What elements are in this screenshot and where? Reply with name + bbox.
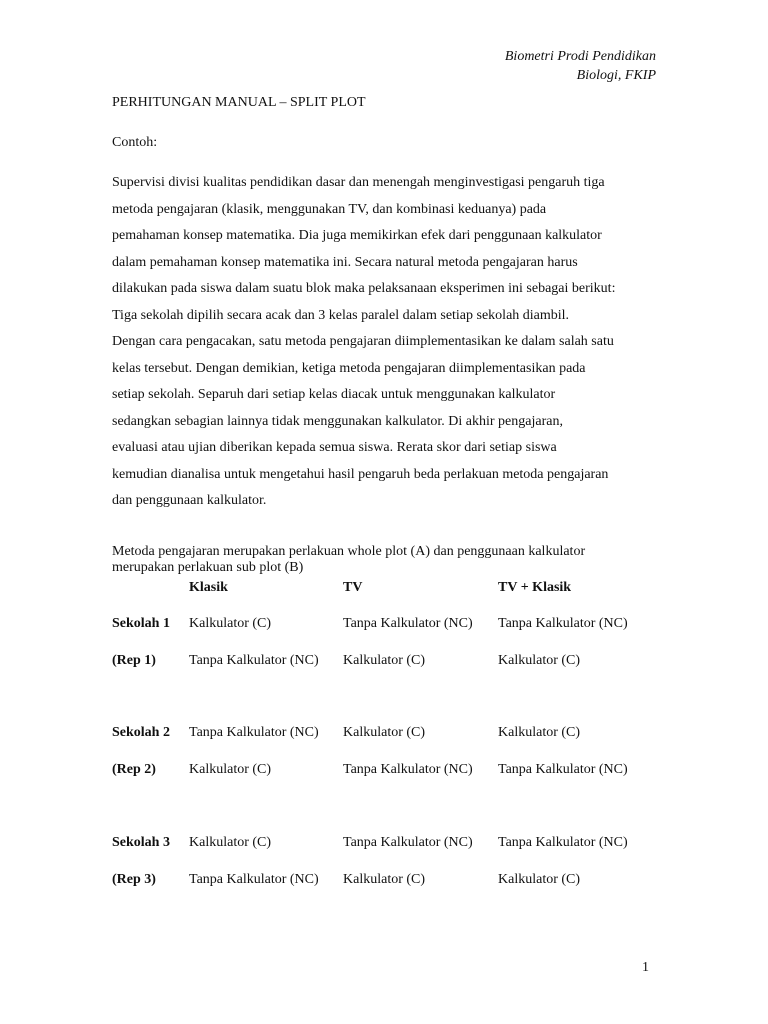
table-row-label: (Rep 1): [112, 653, 156, 668]
table-header-tv: TV: [343, 580, 363, 595]
paragraph-line: Supervisi divisi kualitas pendidikan dasar dan menengah menginvestigasi pengaruh tiga: [112, 175, 605, 190]
table-cell: Kalkulator (C): [343, 725, 426, 740]
table-header-tv-klasik: TV + Klasik: [498, 580, 572, 595]
table-cell: Kalkulator (C): [498, 725, 581, 740]
table-cell: Kalkulator (C): [189, 835, 272, 850]
table-row-label: Sekolah 2: [112, 725, 170, 740]
header-line-2: Biologi, FKIP: [576, 68, 656, 83]
page-number: 1: [642, 960, 649, 975]
paragraph-line: Dengan cara pengacakan, satu metoda pengajaran diimplementasikan ke dalam salah satu: [112, 334, 614, 349]
table-cell: Kalkulator (C): [343, 872, 426, 887]
paragraph-line: Tiga sekolah dipilih secara acak dan 3 kelas paralel dalam setiap sekolah diambil.: [112, 307, 570, 323]
paragraph-line: pemahaman konsep matematika. Dia juga memikirkan efek dari penggunaan kalkulator: [112, 228, 602, 243]
table-row-label: Sekolah 1: [112, 616, 170, 631]
running-header: [505, 47, 656, 85]
table-cell: Kalkulator (C): [189, 762, 272, 777]
table-cell: Kalkulator (C): [189, 616, 272, 631]
paragraph-line: kelas tersebut. Dengan demikian, ketiga metoda pengajaran diimplementasikan pada: [112, 360, 586, 376]
table-cell: Kalkulator (C): [498, 653, 581, 668]
table-header-klasik: Klasik: [189, 580, 228, 595]
table-row-label: Sekolah 3: [112, 835, 170, 850]
table-cell: Tanpa Kalkulator (NC): [343, 762, 473, 777]
header-line-1: Biometri Prodi Pendidikan: [504, 49, 656, 64]
table-cell: Tanpa Kalkulator (NC): [189, 653, 319, 668]
design-note: [112, 544, 658, 576]
paragraph-line: kemudian dianalisa untuk mengetahui hasil pengaruh beda perlakuan metoda pengajaran: [112, 466, 609, 482]
table-cell: Tanpa Kalkulator (NC): [189, 725, 319, 740]
paragraph-line: dan penggunaan kalkulator.: [112, 493, 267, 508]
paragraph-line: metoda pengajaran (klasik, menggunakan TV, dan kombinasi keduanya) pada: [112, 201, 547, 217]
paragraph-line: setiap sekolah. Separuh dari setiap kelas diacak untuk menggunakan kalkulator: [112, 387, 556, 402]
table-cell: Tanpa Kalkulator (NC): [498, 762, 628, 777]
paragraph-line: sedangkan sebagian lainnya tidak menggunakan kalkulator. Di akhir pengajaran,: [112, 413, 563, 429]
paragraph-line: evaluasi atau ujian diberikan kepada semua siswa. Rerata skor dari setiap siswa: [112, 440, 557, 455]
table-cell: Tanpa Kalkulator (NC): [343, 835, 473, 850]
table-cell: Tanpa Kalkulator (NC): [189, 872, 319, 887]
paragraph-line: dilakukan pada siswa dalam suatu blok maka pelaksanaan eksperimen ini sebagai berikut:: [112, 281, 616, 296]
table-cell: Kalkulator (C): [343, 653, 426, 668]
example-label: Contoh:: [112, 135, 158, 150]
body-paragraph: [112, 170, 658, 515]
paragraph-line: dalam pemahaman konsep matematika ini. Secara natural metoda pengajaran harus: [112, 254, 578, 270]
table-row-label: (Rep 3): [112, 872, 156, 887]
table-row-label: (Rep 2): [112, 762, 156, 777]
note-line: merupakan perlakuan sub plot (B): [112, 560, 304, 575]
table-cell: Tanpa Kalkulator (NC): [498, 835, 628, 850]
note-line: Metoda pengajaran merupakan perlakuan whole plot (A) dan penggunaan kalkulator: [112, 544, 586, 559]
table-cell: Tanpa Kalkulator (NC): [343, 616, 473, 631]
document-title: PERHITUNGAN MANUAL – SPLIT PLOT: [112, 95, 366, 110]
table-cell: Kalkulator (C): [498, 872, 581, 887]
table-cell: Tanpa Kalkulator (NC): [498, 616, 628, 631]
